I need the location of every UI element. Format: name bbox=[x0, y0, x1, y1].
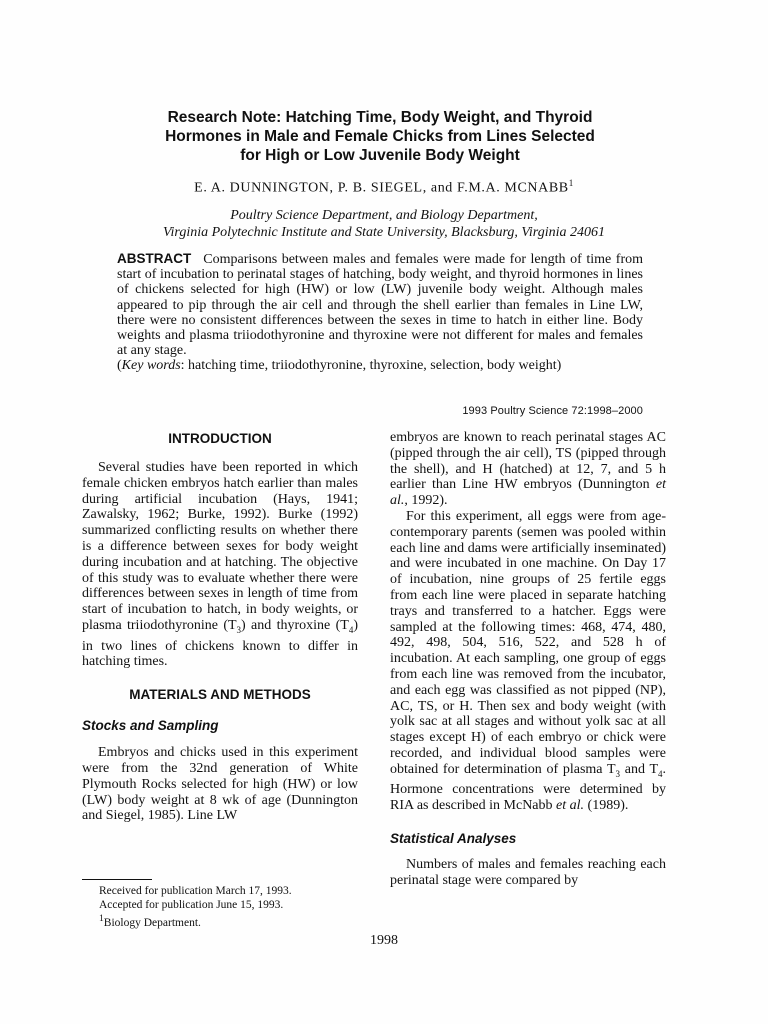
footnotes bbox=[99, 885, 369, 930]
subscript: 4 bbox=[348, 624, 354, 635]
subscript: 3 bbox=[615, 768, 621, 779]
page-number: 1998 bbox=[370, 933, 398, 948]
paragraph-text: (1989). bbox=[584, 798, 629, 814]
continued-paragraph bbox=[390, 430, 666, 509]
footnote-mark: 1 bbox=[99, 913, 104, 924]
title-line: Hormones in Male and Female Chicks from Lines Selected bbox=[165, 128, 595, 145]
subscript: 4 bbox=[658, 768, 663, 779]
intro-text: ) and thyroxine (T bbox=[241, 617, 349, 633]
footnote-text: Biology Department. bbox=[103, 916, 201, 929]
footnote-rule bbox=[82, 879, 152, 880]
journal-citation: 1993 Poultry Science 72:1998–2000 bbox=[462, 405, 643, 417]
paragraph-text: . Hormone concentrations were determined by RIA as described in McNabb bbox=[390, 761, 666, 814]
abstract-text: Comparisons between males and females were made for length of time from start of incubation to perinatal stages of hatching, body weight, and thyroid hormones in lines of chickens selected for high (HW) or low (LW) juvenile body weight. Although males appeared to pip through the air cell and through the shell earlier than females in Line LW, there were no consistent differences between the sexes in time to hatch in either line. Body weights and plasma triiodothyronine and thyroxine were not different for males and females at any stage. bbox=[117, 252, 643, 359]
footnote-biology bbox=[99, 912, 369, 930]
author-list bbox=[0, 178, 768, 197]
right-column bbox=[390, 430, 666, 889]
paragraph-text: and T bbox=[620, 761, 658, 777]
subsection-heading-statistics: Statistical Analyses bbox=[390, 830, 517, 846]
intro-text: ) in two lines of chickens known to differ in hatching times. bbox=[82, 617, 358, 670]
intro-paragraph bbox=[82, 460, 358, 670]
statistics-paragraph: Numbers of males and females reaching each perinatal stage were compared by bbox=[390, 856, 666, 888]
affiliation-line: Virginia Polytechnic Institute and State University, Blacksburg, Virginia 24061 bbox=[163, 225, 605, 240]
subscript: 3 bbox=[236, 624, 242, 635]
title-line: Research Note: Hatching Time, Body Weight, and Thyroid bbox=[167, 109, 593, 126]
article-title bbox=[100, 108, 660, 165]
keywords-open: ( bbox=[117, 358, 122, 374]
author-footnote-mark: 1 bbox=[568, 178, 574, 188]
subsection-heading-stocks: Stocks and Sampling bbox=[82, 718, 219, 734]
left-column bbox=[82, 430, 358, 824]
et-al: et al. bbox=[556, 798, 585, 814]
paragraph-text: For this experiment, all eggs were from age-contemporary parents (semen was pooled within each line and dams were artificially inseminated) and were incubated in one machine. On Day 17 of incubation, nine groups of 25 fertile eggs from each line were placed in separate hatching trays and transferred to a hatcher. Eggs were sampled at the following times: 468, 474, 480, 492, 498, 504, 516, 522, and 528 h of incubation. At each sampling, one group of eggs from each line was removed from the incubator, and each egg was classified as not pipped (NP), AC, TS, or H. Then sex and body weight (with yolk sac at all stages and without yolk sac at all stages except H) of each embryo or chick were recorded, and individual blood samples were obtained for determination of plasma T bbox=[390, 508, 666, 777]
abstract-label: ABSTRACT bbox=[117, 251, 192, 266]
affiliation bbox=[0, 207, 768, 241]
abstract bbox=[117, 251, 643, 374]
footnote-accepted: Accepted for publication June 15, 1993. bbox=[99, 898, 284, 911]
methods-paragraph: Embryos and chicks used in this experiment were from the 32nd generation of White Plymouth Rocks selected for high (HW) or low (LW) body weight at 8 wk of age (Dunnington and Siegel, 1985). Line LW bbox=[82, 745, 358, 824]
paragraph-text: embryos are known to reach perinatal stages AC (pipped through the air cell), TS (pipped through the shell), and H (hatched) at 12, 7, and 5 h earlier than Line HW embryos (Dunnington bbox=[390, 430, 666, 493]
keywords-label: Key words bbox=[121, 358, 181, 374]
keywords-text: : hatching time, triiodothyronine, thyroxine, selection, body weight) bbox=[180, 358, 562, 374]
author-names: E. A. DUNNINGTON, P. B. SIEGEL, and F.M.A. MCNABB bbox=[194, 180, 569, 196]
affiliation-line: Poultry Science Department, and Biology Department, bbox=[230, 208, 538, 223]
keywords bbox=[117, 358, 643, 373]
footnote-received: Received for publication March 17, 1993. bbox=[99, 885, 292, 897]
paragraph-text: , 1992). bbox=[404, 493, 448, 509]
section-heading-methods: MATERIALS AND METHODS bbox=[129, 687, 311, 703]
et-al: et al. bbox=[390, 477, 666, 509]
intro-text: Several studies have been reported in which female chicken embryos hatch earlier than males during artificial incubation (Hays, 1941; Zawalsky, 1962; Burke, 1992). Burke (1992) summarized conflicting results on whether there is a difference between sexes for body weight during incubation and at hatching. The objective of this study was to evaluate whether there were differences between sexes in length of time from start of incubation to hatch, in body weights, or plasma triiodothyronine (T bbox=[82, 460, 358, 633]
title-line: for High or Low Juvenile Body Weight bbox=[240, 147, 520, 164]
section-heading-introduction: INTRODUCTION bbox=[168, 431, 272, 446]
sampling-paragraph bbox=[390, 509, 666, 814]
